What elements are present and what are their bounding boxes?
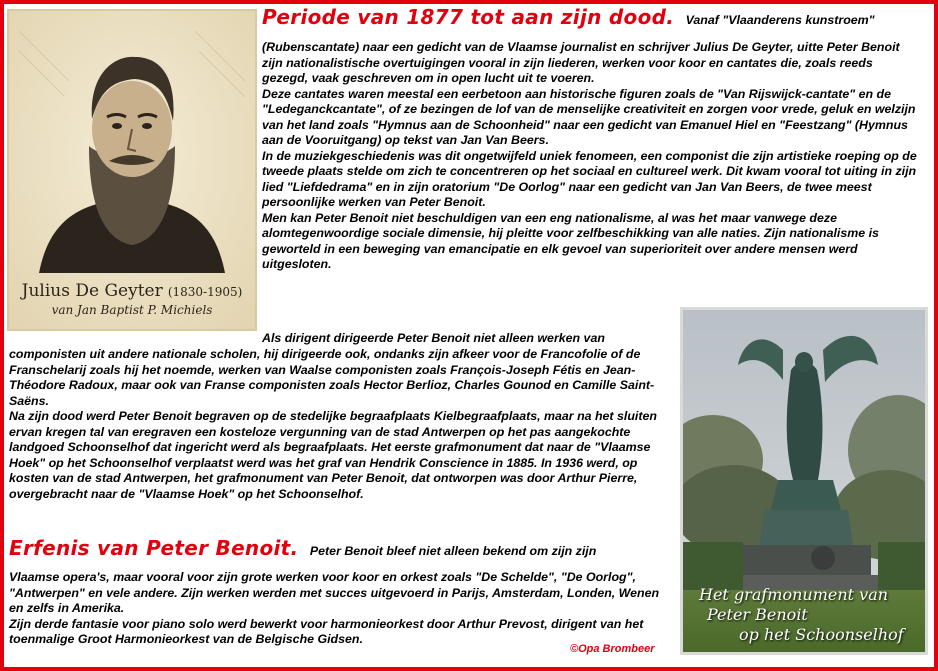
portrait-years: (1830-1905) <box>167 285 243 299</box>
portrait-name: Julius De Geyter <box>21 281 163 301</box>
photo-caption-line2: Peter Benoit <box>707 605 808 624</box>
portrait-name-line <box>9 281 255 301</box>
photo-caption-line1: Het grafmonument van <box>699 585 889 604</box>
section1-heading: Periode van 1877 tot aan zijn dood. <box>262 5 675 29</box>
section1-heading-line <box>262 5 930 29</box>
grave-monument-photo <box>680 307 928 655</box>
portrait-julius-de-geyter <box>7 9 257 331</box>
section1-lower-text <box>9 347 675 502</box>
section2-text <box>9 570 675 648</box>
section1-upper-text <box>262 40 922 273</box>
section2-p1-first: Peter Benoit bleef niet alleen bekend om zijn zijn <box>309 544 597 558</box>
section1-p5-rest: componisten uit andere nationale scholen, hij dirigeerde ook, ondanks zijn afkeer voor de Francofolie of de Franschelarij zoals hij het noemde, werken van Waalse componisten zoals François-Joseph Fétis en Jean-Théodore Radoux, maar ook van Franse componisten zoals Hector Berlioz, Charles Gounod en Camille Saint-Saëns. <box>9 347 655 408</box>
section2-heading: Erfenis van Peter Benoit. <box>9 536 299 560</box>
section1-p5-first: Als dirigent dirigeerde Peter Benoit niet alleen werken van <box>262 331 605 345</box>
section2-heading-line <box>9 536 675 560</box>
photo-caption-line3: op het Schoonselhof <box>739 625 904 644</box>
section1-p1-rest: (Rubenscantate) naar een gedicht van de Vlaamse journalist en schrijver Julius De Geyter, uitte Peter Benoit zijn nationalistische overtuigingen vooral in zijn liederen, werken voor koor en cantates die, zoals reeds gezegd, vaak geschreven om in open lucht uit te voeren. <box>262 40 900 85</box>
section2-p1-rest: Vlaamse opera's, maar vooral voor zijn grote werken voor koor en orkest zoals "De Schelde", "De Oorlog", "Antwerpen" en vele andere. Zijn werken werden met succes uitgevoerd in Parijs, Amsterdam, Londen, Wenen en zelfs in Amerika. <box>9 570 660 615</box>
section1-p1-first: Vanaf "Vlaanderens kunstroem" <box>685 13 875 27</box>
portrait-artist: van Jan Baptist P. Michiels <box>51 303 213 317</box>
section1-p4: Men kan Peter Benoit niet beschuldigen van een eng nationalisme, al was het maar vanwege deze alomtegenwoordige sociale dimensie, hij pleitte voor zelfbeschikking van alle naties. Zijn nationalisme is geworteld in een beweging van emancipatie en elk gevoel van superioriteit over andere mensen werd uitgesloten. <box>262 210 879 271</box>
copyright-note: ©Opa Brombeer <box>570 643 655 655</box>
section1-p2: Deze cantates waren meestal een eerbetoon aan historische figuren zoals de "Van Rijswijck-cantate" en de "Ledeganckcantate", of ze bezingen de lof van de menselijke creativiteit en zorgen voor vrede, geluk en welzijn van het land zoals "Hymnus aan de Schoonheid" naar een gedicht van Emanuel Hiel en "Feestzang" (Hymnus aan de Vooruitgang) op tekst van Jan Van Beers. <box>262 86 916 147</box>
section1-p3: In de muziekgeschiedenis was dit ongetwijfeld uniek fenomeen, een componist die zijn artistieke roeping op de tweede plaats stelde om zich te concentreren op het sociaal en cultureel werk. Dit kwam vooral tot uiting in zijn lied "Liefdedrama" en in zijn oratorium "De Oorlog" naar een gedicht van Jan Van Beers, de twee meest persoonlijke werken van Peter Benoit. <box>262 148 917 209</box>
section2-p2: Zijn derde fantasie voor piano solo werd bewerkt voor harmonieorkest door Arthur Prevost, dirigent van het toenmalige Groot Harmonieorkest van de Belgische Gidsen. <box>9 616 644 646</box>
section1-p6: Na zijn dood werd Peter Benoit begraven op de stedelijke begraafplaats Kielbegraafplaats, maar na het sluiten ervan kregen tal van eregraven een kosteloze vergunning van de stad Antwerpen op het pas aangekochte landgoed Schoonselhof dat ingericht werd als begraafplaats. Het eerste grafmonument dat naar de "Vlaamse Hoek" op het Schoonselhof verplaatst werd was het graf van Hendrik Conscience in 1885. In 1936 werd, op kosten van de stad Antwerpen, het grafmonument van Peter Benoit, dat ontworpen was door Arthur Pierre, overgebracht naar de "Vlaamse Hoek" op het Schoonselhof. <box>9 409 657 501</box>
